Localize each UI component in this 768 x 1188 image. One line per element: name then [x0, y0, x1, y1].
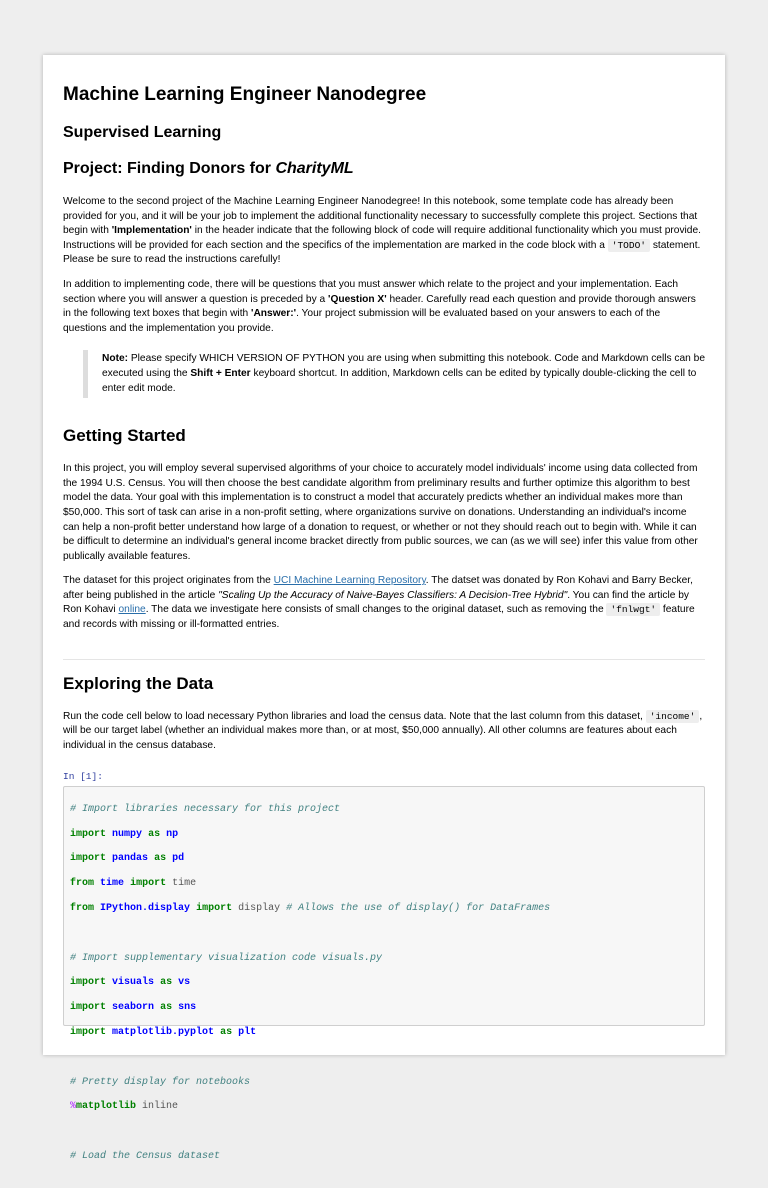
intro-paragraph-1: Welcome to the second project of the Machine Learning Engineer Nanodegree! In this notebook, some template code has already been provided for you, and it will be your job to implement the additional functionality necessary to successfully complete this project. Sections that begin with 'Implementation' in the header indicate that the following block of code will require additional functionality which you must provide. Instructions will be provided for each section and the specifics of the implementation are marked in the code block with a 'TODO' statement. Please be sure to read the instructions carefully!	[63, 196, 701, 266]
online-article-link[interactable]: online	[118, 604, 146, 616]
todo-code: 'TODO'	[608, 239, 650, 252]
page-title: Machine Learning Engineer Nanodegree	[63, 84, 427, 105]
income-code: 'income'	[646, 710, 700, 723]
uci-repository-link[interactable]: UCI Machine Learning Repository	[273, 575, 426, 587]
intro-paragraph-2: In addition to implementing code, there will be questions that you must answer which relate to the project and your implementation. Each section where you will answer a question is preceded by a 'Question X' header. Carefully read each question and provide thorough answers in the following text boxes that begin with 'Answer:'. Your project submission will be evaluated based on your answers to each of the questions and the implementation you provide.	[63, 278, 696, 334]
note-blockquote: Note: Please specify WHICH VERSION OF PYTHON you are using when submitting this notebook. Code and Markdown cells can be executed using the Shift + Enter keyboard shortcut. In addition, Markdown cells can be edited by typically double-clicking the cell to enter edit mode.	[83, 350, 705, 398]
subtitle: Supervised Learning	[63, 124, 222, 141]
project-title: Project: Finding Donors for CharityML	[63, 160, 354, 177]
fnlwgt-code: 'fnlwgt'	[606, 603, 660, 616]
section-divider	[63, 659, 705, 660]
getting-started-paragraph-1: In this project, you will employ several supervised algorithms of your choice to accurately model individuals' income using data collected from the 1994 U.S. Census. You will then choose the best candidate algorithm from preliminary results and further optimize this algorithm to best model the data. Your goal with this implementation is to construct a model that accurately predicts whether an individual makes more than $50,000. This sort of task can arise in a non-profit setting, where organizations survive on donations. Understanding an individual's income can help a non-profit better understand how large of a donation to request, or whether or not they should reach out to begin with. While it can be difficult to determine an individual's general income bracket directly from public sources, we can (as we will see) infer this value from other publically available features.	[63, 463, 698, 562]
getting-started-heading: Getting Started	[63, 426, 186, 446]
cell-prompt: In [1]:	[63, 771, 103, 783]
getting-started-paragraph-2: The dataset for this project originates from the UCI Machine Learning Repository. The datset was donated by Ron Kohavi and Barry Becker, after being published in the article "Scaling Up the Accuracy of Naive-Bayes Classifiers: A Decision-Tree Hybrid". You can find the article by Ron Kohavi online. The data we investigate here consists of small changes to the original dataset, such as removing the 'fnlwgt' feature and records with missing or ill-formatted entries.	[63, 575, 695, 631]
code-cell[interactable]: # Import libraries necessary for this project import numpy as np import pandas as pd from time import time from IPython.display import display # Allows the use of display() for DataFrames # Import supplementary visualization code visuals.py import visuals as vs import seaborn as sns import matplotlib.pyplot as plt # Pretty display for notebooks %matplotlib inline # Load the Census dataset	[63, 786, 705, 1026]
exploring-data-paragraph: Run the code cell below to load necessary Python libraries and load the census data. Note that the last column from this dataset, 'income' , will be our target label (whether an individual makes more than, or at most, $50,000 annually). All other columns are features about each individual in the census database.	[63, 710, 703, 751]
notebook-page	[43, 55, 725, 1162]
exploring-data-heading: Exploring the Data	[63, 673, 214, 693]
